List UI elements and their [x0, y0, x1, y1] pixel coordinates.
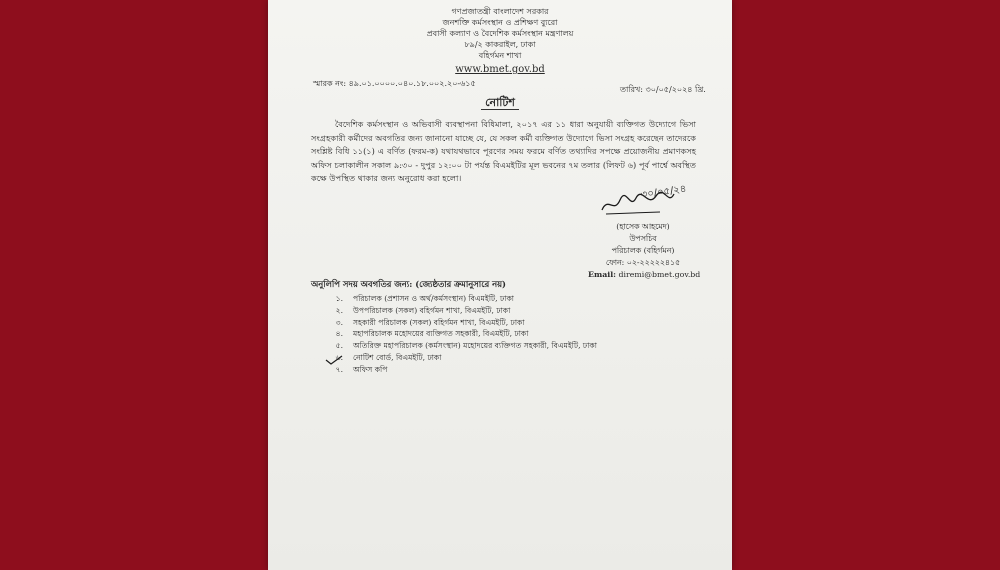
notice-body-text: বৈদেশিক কর্মসংস্থান ও অভিবাসী ব্যবস্থাপনা বিধিমালা, ২০১৭ এর ১১ ধারা অনুযায়ী ব্যক্তিগত উদ্যোগে ভিসা সংগ্রহকারী কর্মীদের অবগতির জন্য জানানো যাচ্ছে যে, যে সকল কর্মী ব্যক্তিগত উদ্যোগে ভিসা সংগ্রহ করেছেন তাদেরকে সংশ্লিষ্ট বিধি ১১(১) এ বর্ণিত (ফরম-ক) যথাযথভাবে পূরণের সময় ফরমে বর্ণিত তথ্যাদির সপক্ষে প্রয়োজনীয় প্রমাণকসহ অফিস চলাকালীন সকাল ৯:৩০ - দুপুর ১২:০০ টা পর্যন্ত বিএমইটির মূল ভবনের ৭ম তলার (লিফট ৬) পূর্ব পার্শ্বে অবস্থিত কক্ষে উপস্থিত থাকার জন্য অনুরোধ করা হলো। [311, 119, 696, 183]
header-ministry: প্রবাসী কল্যাণ ও বৈদেশিক কর্মসংস্থান মন্ত্রণালয় [426, 29, 574, 38]
checkmark-icon [325, 355, 343, 365]
list-item: ২. উপপরিচালক (সকল) বহির্গমন শাখা, বিএমইটি, ঢাকা [335, 305, 511, 315]
copy-list [326, 293, 597, 376]
signer-email-line [588, 269, 718, 281]
notice-title: নোটিশ [268, 94, 732, 113]
list-item: ৭. অফিস কপি [335, 364, 388, 374]
signer-email[interactable]: diremi@bmet.gov.bd [618, 270, 701, 279]
signer-role: পরিচালক (বহির্গমন) [611, 246, 675, 255]
list-item: ৪. মহাপরিচালক মহোদয়ের ব্যক্তিগত সহকারী, বিএমইটি, ঢাকা [335, 329, 529, 339]
header-website: www.bmet.gov.bd [455, 64, 545, 75]
email-label: Email: [588, 270, 617, 279]
header-bureau: জনশক্তি কর্মসংস্থান ও প্রশিক্ষণ ব্যুরো [442, 18, 558, 27]
header-section: বহির্গমন শাখা [478, 51, 522, 60]
notice-body [311, 118, 696, 186]
list-item: ১. পরিচালক (প্রশাসন ও অর্থ/কর্মসংস্থান) বিএমইটি, ঢাকা [335, 294, 514, 303]
copy-title: অনুলিপি সদয় অবগতির জন্য: (জ্যেষ্ঠতার ক্রমানুসারে নয়) [311, 279, 506, 289]
memo-date: তারিখ: ৩০/০৫/২০২৪ খ্রি. [620, 85, 706, 94]
header-address: ৮৯/২ কাকরাইল, ঢাকা [464, 40, 536, 49]
header-government: গণপ্রজাতন্ত্রী বাংলাদেশ সরকার [451, 7, 549, 16]
signer-name: (হাসেক আহমেদ) [616, 222, 670, 231]
list-item: ৫. অতিরিক্ত মহাপরিচালক (কর্মসংস্থান) মহোদয়ের ব্যক্তিগত সহকারী, বিএমইটি, ঢাকা [335, 341, 597, 351]
list-item: ৩. সহকারী পরিচালক (সকল) বহির্গমন শাখা, বিএমইটি, ঢাকা [335, 317, 525, 327]
signature-date: ৩০/০৫/২৪ [640, 183, 688, 201]
memo-ref: স্মারক নং: ৪৯.০১.০০০০.০৪০.১৮.০০২.২০-৬১৫ [313, 79, 476, 88]
signer-designation: উপসচিব [629, 234, 657, 243]
list-item: ৬. নোটিশ বোর্ড, বিএমইটি, ঢাকা [335, 352, 442, 362]
signer-phone: ফোন: ০২-২২২২২৪১৫ [605, 258, 681, 267]
notice-document [268, 0, 732, 570]
